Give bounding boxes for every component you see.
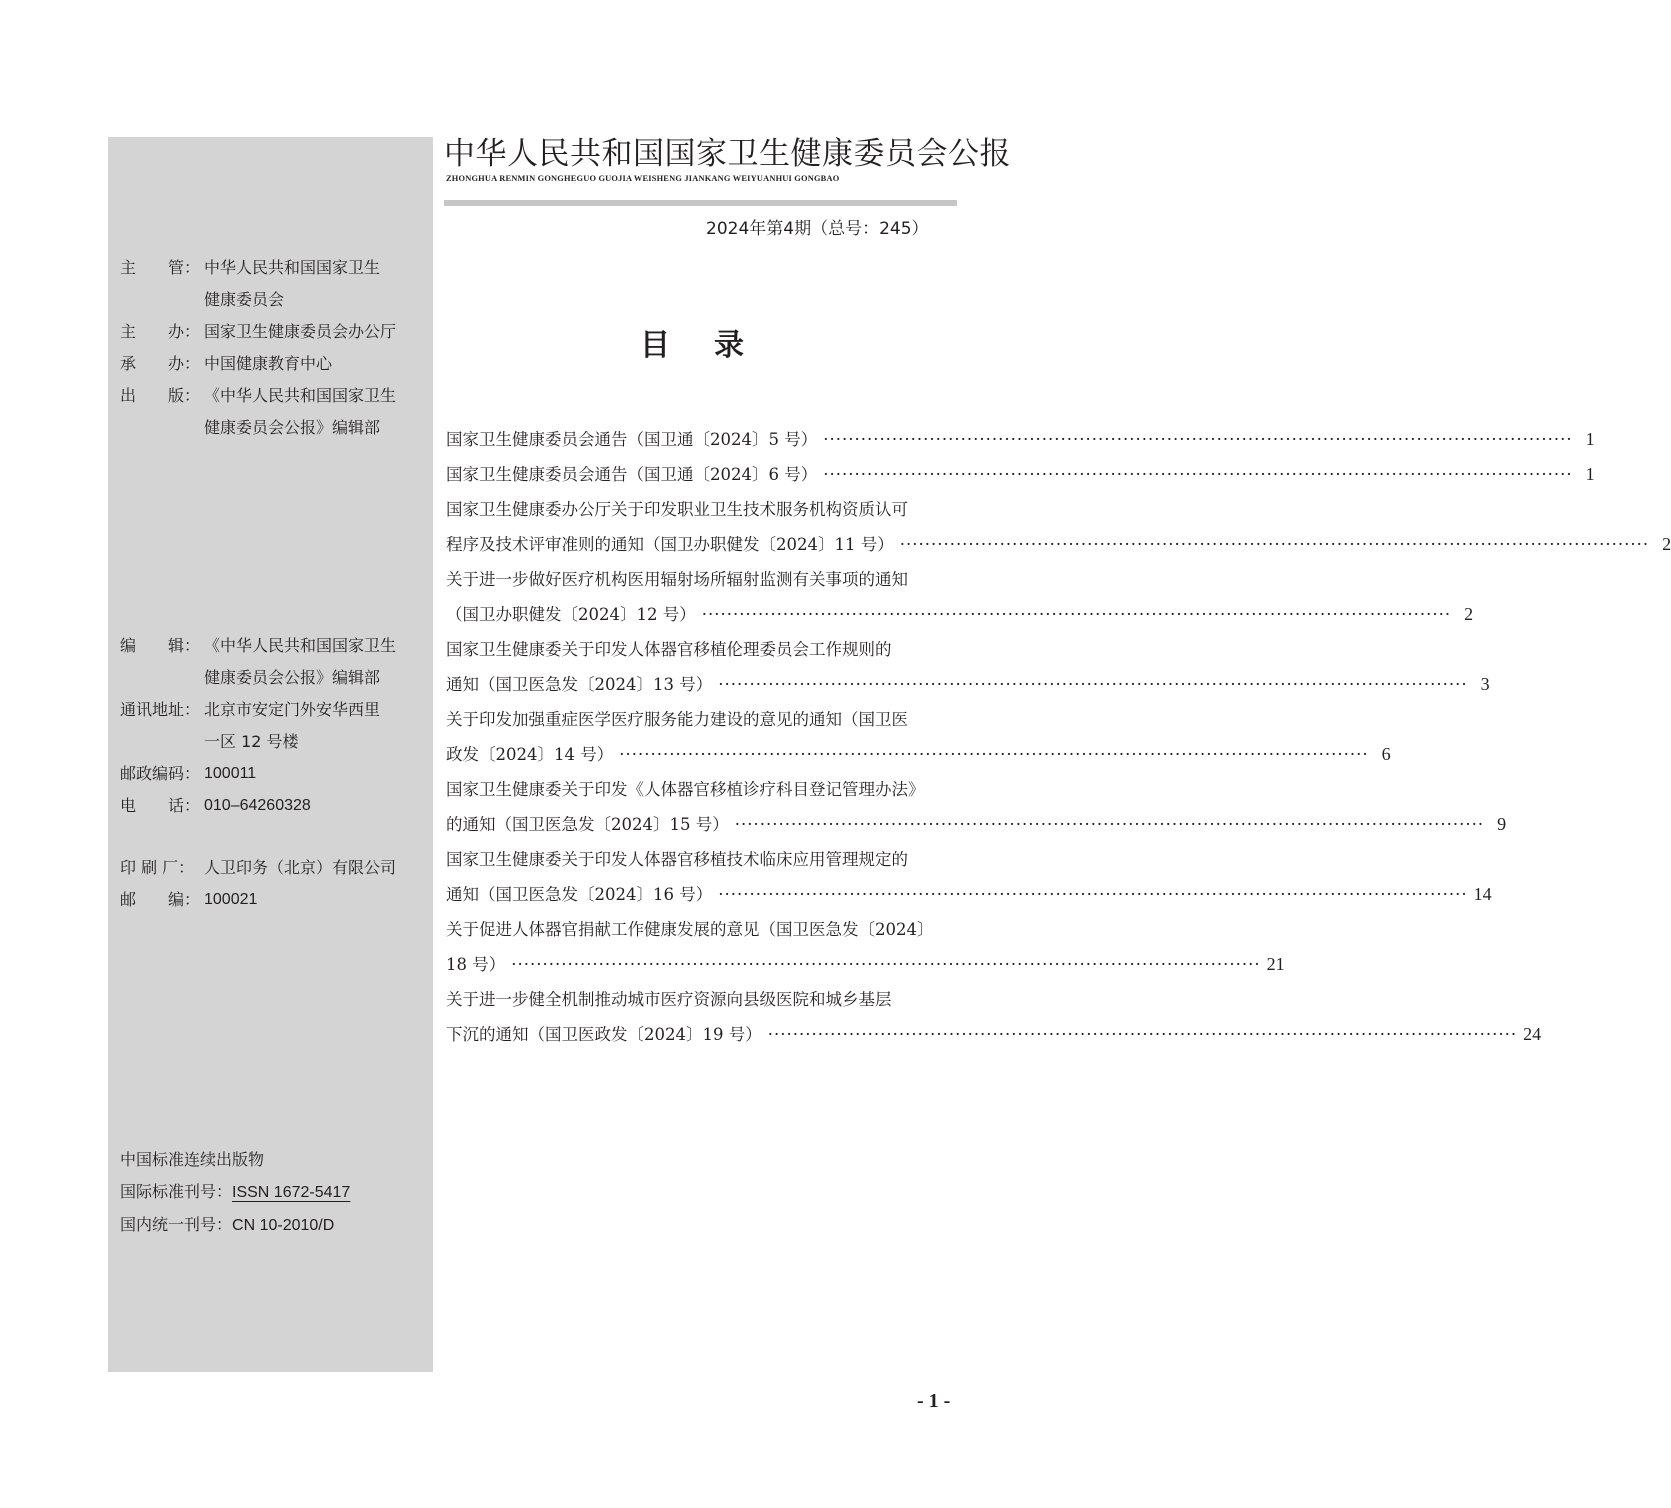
toc-page-number: 1 <box>1585 464 1595 484</box>
info-row-phone <box>120 790 425 822</box>
toc-entry[interactable] <box>446 492 1671 562</box>
title-divider <box>444 200 957 206</box>
page-number: - 1 - <box>917 1390 951 1412</box>
toc-entry-title-line1: 国家卫生健康委关于印发《人体器官移植诊疗科目登记管理办法》 <box>446 780 925 799</box>
toc-entry-title-line1: 关于进一步健全机制推动城市医疗资源向县级医院和城乡基层 <box>446 990 892 1009</box>
toc-entry-last-line <box>446 947 1285 982</box>
toc-entry[interactable] <box>446 772 1507 842</box>
toc-entry-last-line <box>446 527 1671 562</box>
info-value: 010–64260328 <box>204 797 311 814</box>
toc-page-number: 2 <box>1662 534 1671 554</box>
publication-title-pinyin: ZHONGHUA RENMIN GONGHEGUO GUOJIA WEISHENG JIANKANG WEIYUANHUI GONGBAO <box>446 174 840 183</box>
info-value-line1: 中华人民共和国国家卫生 <box>204 258 381 277</box>
info-value: 国家卫生健康委员会办公厅 <box>204 322 397 341</box>
info-value <box>204 380 425 444</box>
toc-entry-title-line1: 关于印发加强重症医学医疗服务能力建设的意见的通知（国卫医 <box>446 710 908 729</box>
toc-entry[interactable] <box>446 912 1285 982</box>
toc-entry[interactable] <box>446 842 1492 912</box>
info-row-address <box>120 694 425 758</box>
print-info <box>120 852 425 916</box>
info-label: 通讯地址： <box>120 700 201 719</box>
toc-page-number: 2 <box>1464 604 1474 624</box>
dot-leader: ························································································································ <box>701 605 1452 624</box>
info-value-line1: 《中华人民共和国国家卫生 <box>204 636 397 655</box>
info-value: 中国健康教育中心 <box>204 354 333 373</box>
toc-entry-title-line2: 通知（国卫医急发〔2024〕13 号） <box>446 675 713 694</box>
dot-leader: ························································································································ <box>899 535 1650 554</box>
info-label: 邮 编： <box>120 890 201 909</box>
toc-entry-title-line2: 通知（国卫医急发〔2024〕16 号） <box>446 885 713 904</box>
toc-entry-title-line1: 关于促进人体器官捐献工作健康发展的意见（国卫医急发〔2024〕 <box>446 920 934 939</box>
toc-heading: 目录 <box>640 328 788 363</box>
info-value <box>204 694 425 758</box>
dot-leader: ························································································································ <box>767 1025 1518 1044</box>
toc-entry-title-line2: 政发〔2024〕14 号） <box>446 745 614 764</box>
info-value: 100021 <box>204 891 258 908</box>
dot-leader: ························································································································ <box>619 745 1369 764</box>
info-label: 电 话： <box>120 796 201 815</box>
cn-row <box>120 1209 350 1242</box>
toc-page-number: 21 <box>1266 954 1285 974</box>
toc-page-number: 9 <box>1497 814 1507 834</box>
info-value-line2: 健康委员会公报》编辑部 <box>204 418 381 437</box>
info-label: 主 管： <box>120 258 201 277</box>
dot-leader: ························································································································ <box>823 430 1573 449</box>
info-label: 出 版： <box>120 386 201 405</box>
info-row-postcode <box>120 758 425 790</box>
info-value <box>204 252 425 316</box>
toc-entry-title-line1: 国家卫生健康委关于印发人体器官移植技术临床应用管理规定的 <box>446 850 908 869</box>
toc-entry[interactable] <box>446 422 1595 457</box>
toc-entry-last-line <box>446 667 1490 702</box>
info-value-line2: 健康委员会 <box>204 290 285 309</box>
toc-entry[interactable] <box>446 457 1595 492</box>
toc-entry-last-line <box>446 597 1474 632</box>
toc-entry[interactable] <box>446 982 1542 1052</box>
info-row-supervisor <box>120 252 425 316</box>
toc-page-number: 6 <box>1381 744 1391 764</box>
toc-page-number: 3 <box>1480 674 1490 694</box>
issn-value: ISSN 1672-5417 <box>232 1184 351 1201</box>
info-label: 邮政编码： <box>120 764 201 783</box>
toc-entry-title-line1: 关于进一步做好医疗机构医用辐射场所辐射监测有关事项的通知 <box>446 570 908 589</box>
info-row-sponsor <box>120 316 425 348</box>
toc-entry[interactable] <box>446 702 1391 772</box>
info-row-publisher <box>120 380 425 444</box>
info-row-organizer <box>120 348 425 380</box>
toc-entry-title-line1: 国家卫生健康委办公厅关于印发职业卫生技术服务机构资质认可 <box>446 500 908 519</box>
toc-entry-last-line <box>446 422 1595 457</box>
info-label: 编 辑： <box>120 636 201 655</box>
issue-number: 2024年第4期（总号：245） <box>706 219 929 239</box>
toc-entry-title-line1: 国家卫生健康委关于印发人体器官移植伦理委员会工作规则的 <box>446 640 892 659</box>
dot-leader: ························································································································ <box>511 955 1261 974</box>
editorial-info <box>120 630 425 822</box>
info-row-printer <box>120 852 425 884</box>
toc-entry-title-line2: （国卫办职健发〔2024〕12 号） <box>446 605 696 624</box>
cn-value: CN 10-2010/D <box>232 1217 335 1234</box>
toc-entry-title-line2: 国家卫生健康委员会通告（国卫通〔2024〕6 号） <box>446 465 818 484</box>
publication-title: 中华人民共和国国家卫生健康委员会公报 <box>444 136 1011 172</box>
toc-entry[interactable] <box>446 632 1490 702</box>
dot-leader: ························································································································ <box>718 885 1468 904</box>
info-value-line2: 一区 12 号楼 <box>204 732 299 751</box>
info-value: 100011 <box>204 765 257 782</box>
toc-entry-title-line2: 18 号） <box>446 955 506 974</box>
info-row-printer-postcode <box>120 884 425 916</box>
info-value-line1: 北京市安定门外安华西里 <box>204 700 381 719</box>
info-value-line1: 《中华人民共和国国家卫生 <box>204 386 397 405</box>
toc-entry-last-line <box>446 807 1507 842</box>
serial-type: 中国标准连续出版物 <box>120 1150 265 1169</box>
table-of-contents <box>446 422 1671 1052</box>
toc-page-number: 1 <box>1585 429 1595 449</box>
info-label: 主 办： <box>120 322 201 341</box>
info-row-editor <box>120 630 425 694</box>
toc-entry-title-line2: 国家卫生健康委员会通告（国卫通〔2024〕5 号） <box>446 430 818 449</box>
info-label: 印 刷 厂： <box>120 858 195 877</box>
info-value-line2: 健康委员会公报》编辑部 <box>204 668 381 687</box>
dot-leader: ························································································································ <box>734 815 1485 834</box>
issn-row <box>120 1176 350 1209</box>
serial-info <box>120 1144 350 1242</box>
info-label: 承 办： <box>120 354 201 373</box>
info-value <box>204 630 425 694</box>
issn-label: 国际标准刊号： <box>120 1182 233 1201</box>
cn-label: 国内统一刊号： <box>120 1215 233 1234</box>
toc-entry-last-line <box>446 737 1391 772</box>
toc-entry-title-line2: 的通知（国卫医急发〔2024〕15 号） <box>446 815 729 834</box>
toc-entry[interactable] <box>446 562 1474 632</box>
toc-page-number: 24 <box>1523 1024 1542 1044</box>
toc-entry-last-line <box>446 1017 1542 1052</box>
dot-leader: ························································································································ <box>718 675 1468 694</box>
publisher-info <box>120 252 425 444</box>
toc-entry-last-line <box>446 877 1492 912</box>
toc-entry-title-line2: 下沉的通知（国卫医政发〔2024〕19 号） <box>446 1025 762 1044</box>
toc-page-number: 14 <box>1473 884 1492 904</box>
toc-entry-last-line <box>446 457 1595 492</box>
info-value: 人卫印务（北京）有限公司 <box>204 858 397 877</box>
dot-leader: ························································································································ <box>823 465 1573 484</box>
toc-entry-title-line2: 程序及技术评审准则的通知（国卫办职健发〔2024〕11 号） <box>446 535 894 554</box>
